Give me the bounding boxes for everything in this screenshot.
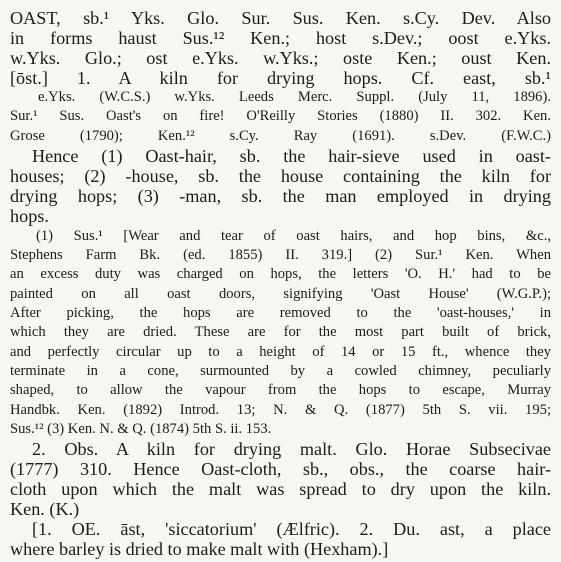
entry-line-11: cloth upon which the malt was spread to dry upon the kiln. <box>10 479 551 500</box>
entry-line-7: drying hops; (3) -man, sb. the man employed in drying <box>10 185 551 206</box>
citation-line-4: (1) Sus.¹ [Wear and tear of oast hairs, and hop bins, &c., <box>36 227 551 244</box>
citation-line-2: Sur.¹ Sus. Oast's on fire! O'Reilly Stories (1880) II. 302. Ken. <box>10 108 551 125</box>
citation-line-13: Handbk. Ken. (1892) Introd. 13; N. & Q. (1877) 5th S. vii. 195; <box>10 401 551 418</box>
citation-line-14: Sus.¹² (3) Ken. N. & Q. (1874) 5th S. ii. 153. <box>10 420 272 437</box>
citation-line-6: an excess duty was charged on hops, the letters 'O. H.' had to be <box>10 266 551 283</box>
citation-line-3: Grose (1790); Ken.¹² s.Cy. Ray (1691). s.Dev. (F.W.C.) <box>10 127 551 144</box>
citation-line-5: Stephens Farm Bk. (ed. 1855) II. 319.] (2) Sur.¹ Ken. When <box>10 247 551 264</box>
citation-line-12: shaped, to allow the vapour from the hops to escape, Murray <box>10 382 551 399</box>
entry-line-1: OAST, sb.¹ Yks. Glo. Sur. Sus. Ken. s.Cy. Dev. Also <box>10 8 551 28</box>
entry-line-9: 2. Obs. A kiln for drying malt. Glo. Horae Subsecivae <box>32 439 551 460</box>
citation-line-9: which they are dried. These are for the most part built of brick, <box>10 324 551 341</box>
entry-line-5: Hence (1) Oast-hair, sb. the hair-sieve used in oast- <box>32 145 551 166</box>
entry-line-8: hops. <box>10 205 49 226</box>
citation-line-11: terminate in a cone, surmounted by a cowled chimney, peculiarly <box>10 362 551 379</box>
citation-line-1: e.Yks. (W.C.S.) w.Yks. Leeds Merc. Suppl. (July 11, 1896). <box>38 89 551 105</box>
etymology-line-2: where barley is dried to make malt with (Hexham).] <box>10 539 389 560</box>
citation-line-8: After picking, the hops are removed to the 'oast-houses,' in <box>10 305 551 322</box>
entry-line-2: in forms haust Sus.¹² Ken.; host s.Dev.; oost e.Yks. <box>10 28 551 48</box>
citation-line-7: painted on all oast doors, signifying 'Oast House' (W.G.P.); <box>10 285 551 302</box>
citation-line-10: and perfectly circular up to a height of 14 or 15 ft., whence they <box>10 343 551 360</box>
entry-line-4: [ōst.] 1. A kiln for drying hops. Cf. east, sb.¹ <box>10 68 551 88</box>
etymology-line-1: [1. OE. āst, 'siccatorium' (Ælfric). 2. Du. ast, a place <box>32 519 551 540</box>
entry-line-6: houses; (2) -house, sb. the house containing the kiln for <box>10 165 551 186</box>
entry-line-12: Ken. (K.) <box>10 499 80 520</box>
entry-line-10: (1777) 310. Hence Oast-cloth, sb., obs., the coarse hair- <box>10 459 551 480</box>
entry-line-3: w.Yks. Glo.; ost e.Yks. w.Yks.; oste Ken.; oust Ken. <box>10 48 551 68</box>
